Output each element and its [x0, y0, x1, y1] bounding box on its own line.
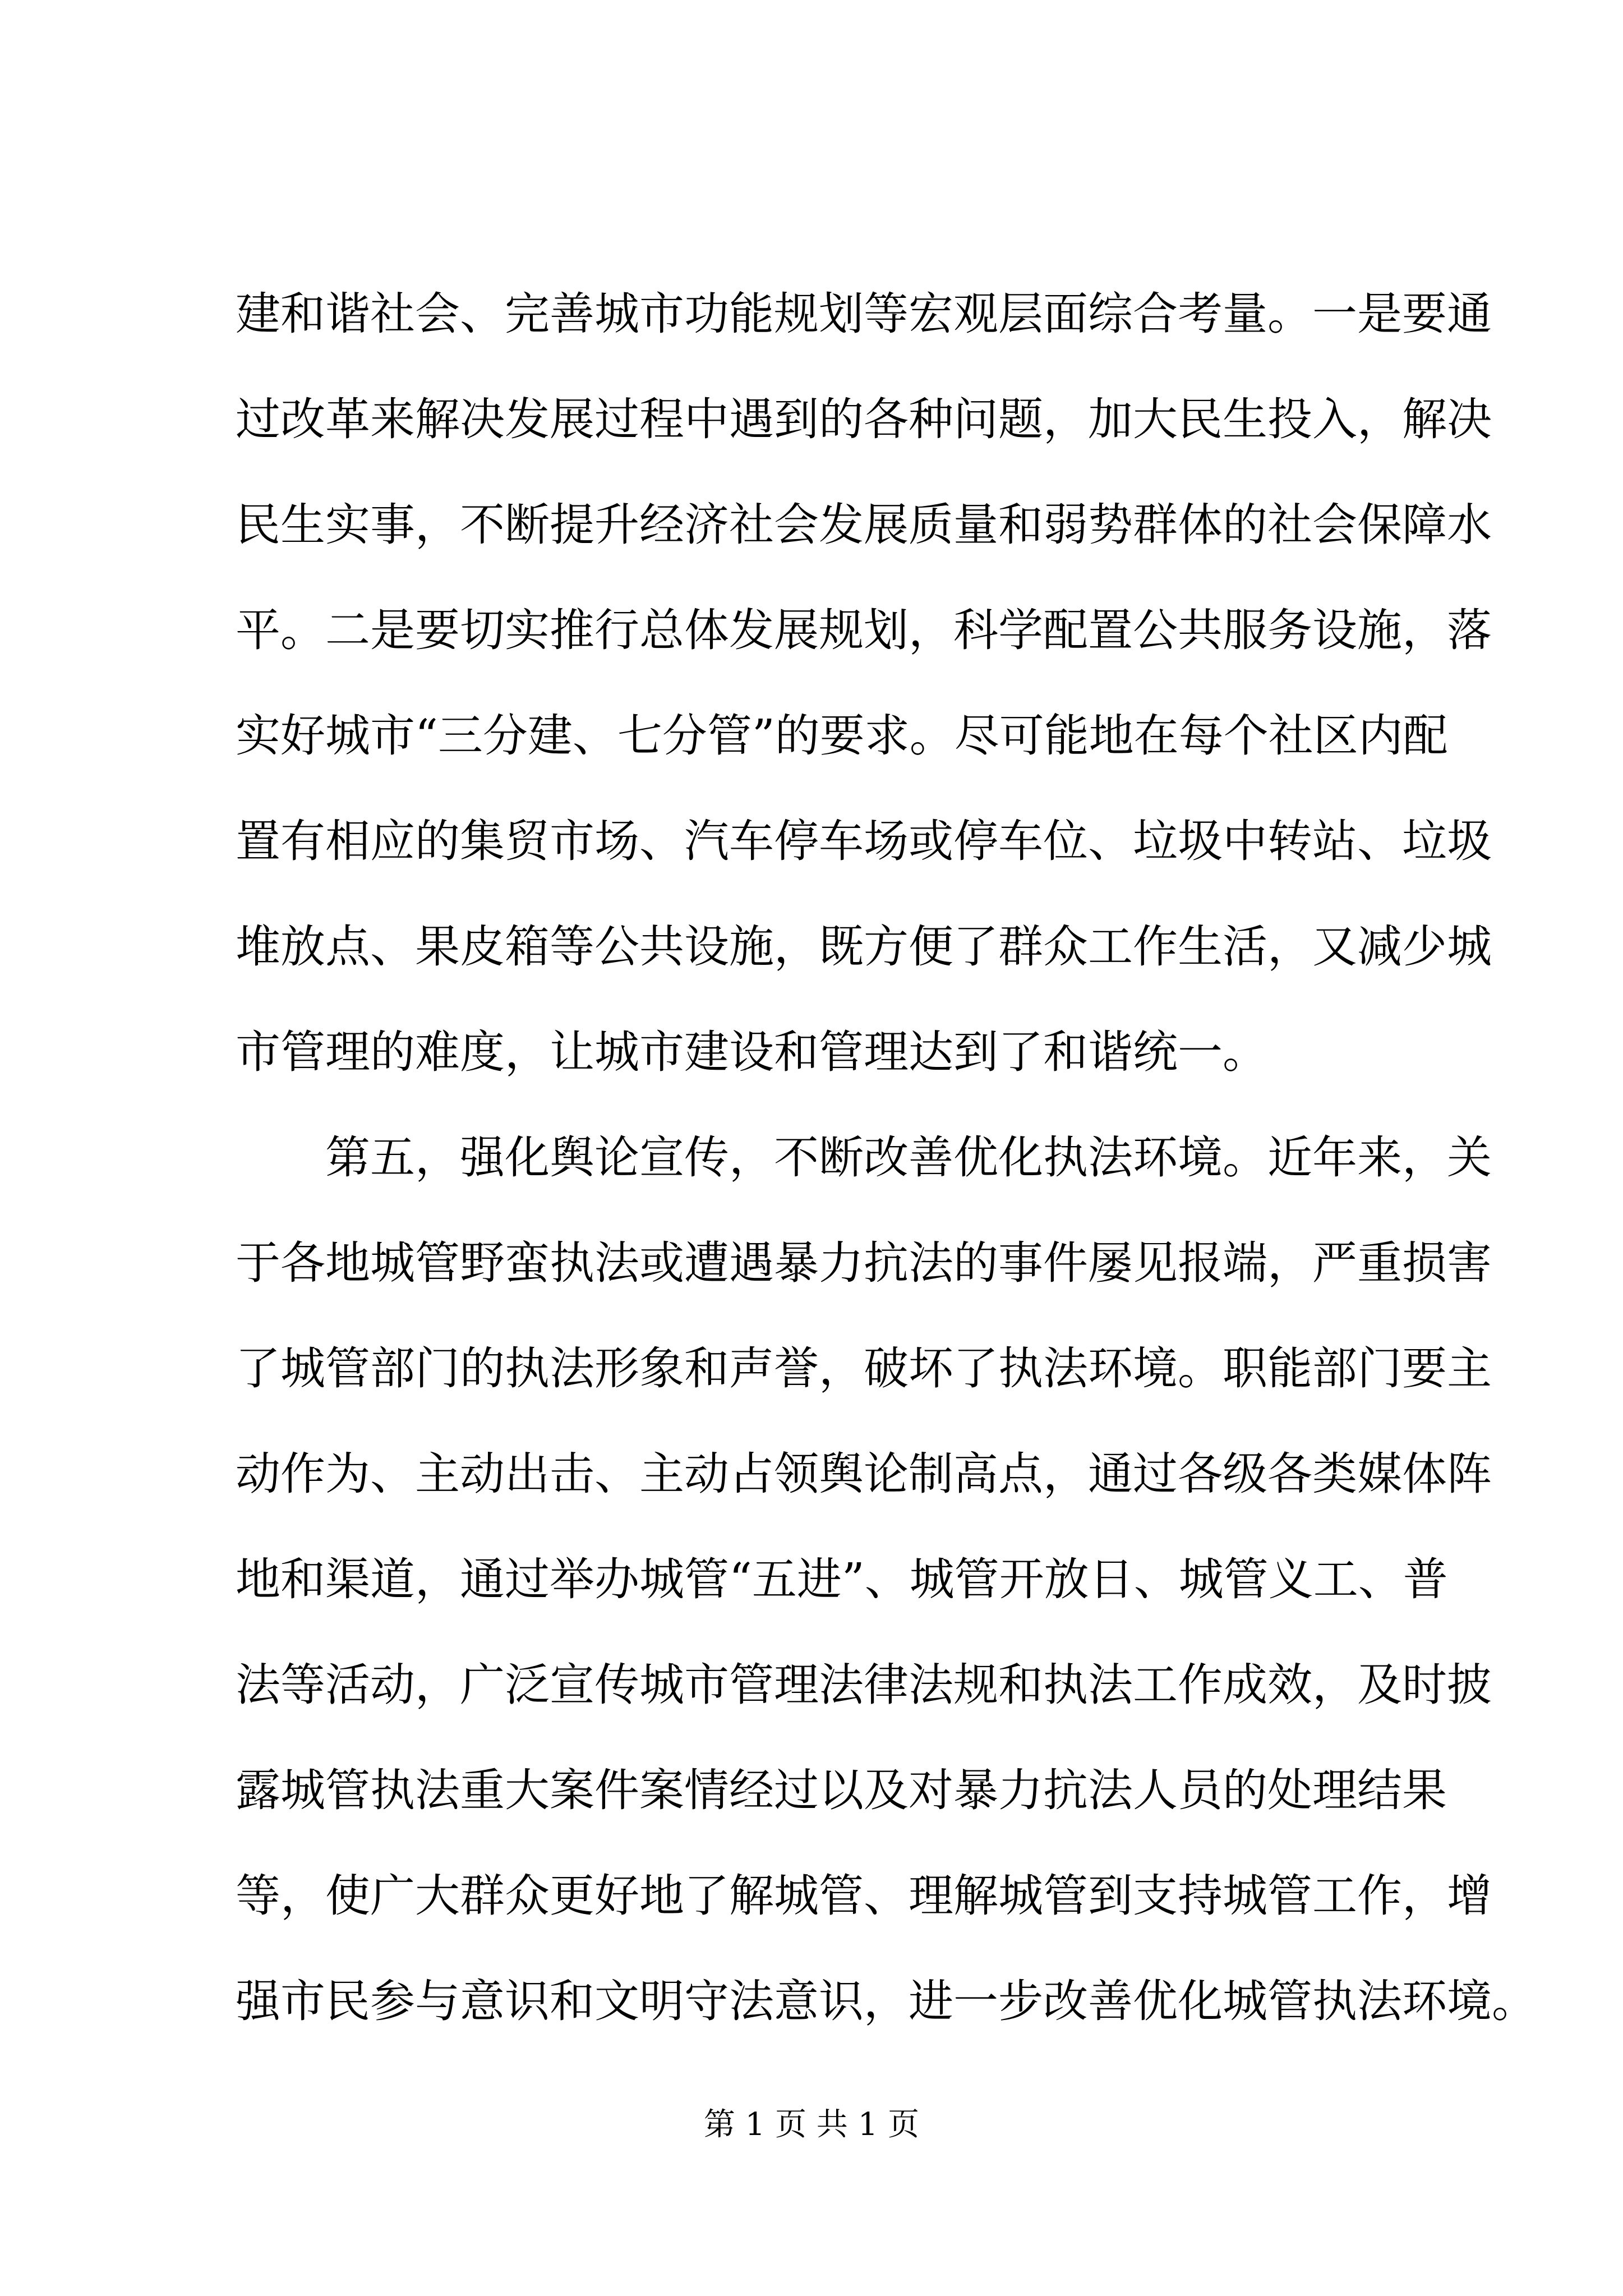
text-line: 强市民参与意识和文明守法意识，进一步改善优化城管执法环境。 — [236, 1975, 1537, 2027]
text-line: 实好城市“三分建、七分管”的要求。尽可能地在每个社区内配 — [236, 710, 1448, 762]
text-line: 平。二是要切实推行总体发展规划，科学配置公共服务设施，落 — [236, 604, 1492, 656]
text-line: 法等活动，广泛宣传城市管理法律法规和执法工作成效，及时披 — [236, 1659, 1492, 1711]
text-line: 堆放点、果皮箱等公共设施，既方便了群众工作生活，又减少城 — [236, 921, 1492, 973]
document-body — [236, 288, 1537, 2085]
page-footer: 第 1 页 共 1 页 — [703, 2106, 920, 2143]
text-line: 第五，强化舆论宣传，不断改善优化执法环境。近年来，关 — [325, 1131, 1492, 1184]
text-line: 露城管执法重大案件案情经过以及对暴力抗法人员的处理结果 — [236, 1764, 1447, 1816]
text-line: 民生实事，不断提升经济社会发展质量和弱势群体的社会保障水 — [236, 499, 1492, 551]
paragraph-2 — [236, 1131, 1537, 2027]
text-line: 了城管部门的执法形象和声誉，破坏了执法环境。职能部门要主 — [236, 1342, 1492, 1395]
text-line: 建和谐社会、完善城市功能规划等宏观层面综合考量。一是要通 — [236, 288, 1492, 340]
text-line: 市管理的难度，让城市建设和管理达到了和谐统一。 — [236, 1026, 1267, 1078]
text-line: 地和渠道，通过举办城管“五进”、城管开放日、城管义工、普 — [236, 1553, 1448, 1605]
text-line: 置有相应的集贸市场、汽车停车场或停车位、垃圾中转站、垃圾 — [236, 815, 1492, 867]
text-line: 动作为、主动出击、主动占领舆论制高点，通过各级各类媒体阵 — [236, 1448, 1492, 1500]
text-line: 过改革来解决发展过程中遇到的各种问题，加大民生投入，解决 — [236, 393, 1492, 445]
text-line: 于各地城管野蛮执法或遭遇暴力抗法的事件屡见报端，严重损害 — [236, 1237, 1492, 1289]
paragraph-1 — [236, 288, 1492, 1078]
text-line: 等，使广大群众更好地了解城管、理解城管到支持城管工作，增 — [236, 1870, 1492, 1922]
